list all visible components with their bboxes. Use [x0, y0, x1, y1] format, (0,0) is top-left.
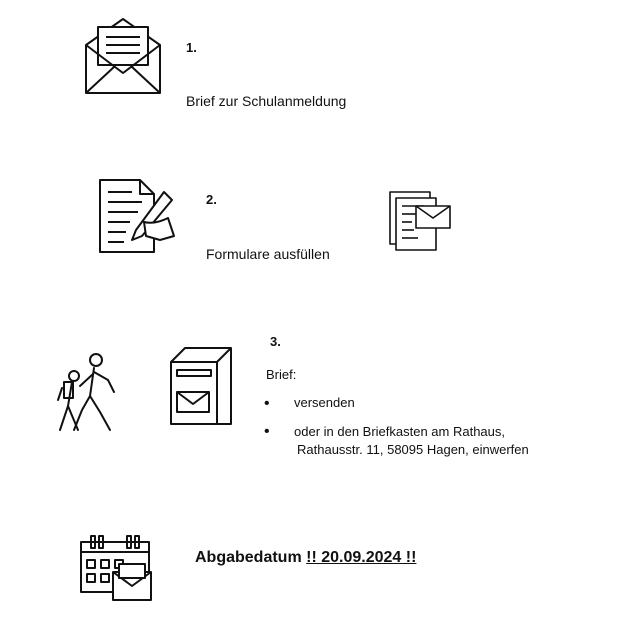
deadline-label: Abgabedatum: [195, 549, 302, 566]
documents-envelope-icon: [388, 190, 452, 252]
deadline-date: !! 20.09.2024 !!: [306, 549, 417, 566]
step-3-label: Brief:: [266, 367, 297, 382]
step-2-text: Formulare ausfüllen: [206, 246, 330, 262]
step-3-number: 3.: [270, 334, 281, 349]
bullet-dot: •: [264, 423, 270, 440]
walking-people-icon: [56, 352, 118, 434]
step-3-bullet-2: oder in den Briefkasten am Rathaus,: [294, 424, 506, 439]
calendar-mail-icon: [79, 534, 153, 602]
step-3-address: Rathausstr. 11, 58095 Hagen, einwerfen: [297, 442, 529, 457]
mailbox-icon: [169, 346, 235, 428]
envelope-letter-icon: [84, 17, 162, 95]
bullet-dot: •: [264, 395, 270, 412]
deadline: [195, 549, 416, 567]
step-1-number: 1.: [186, 40, 197, 55]
step-1-text: Brief zur Schulanmeldung: [186, 93, 347, 109]
step-2-number: 2.: [206, 192, 217, 207]
form-pen-icon: [98, 178, 178, 254]
step-3-bullet-1: versenden: [294, 395, 355, 410]
